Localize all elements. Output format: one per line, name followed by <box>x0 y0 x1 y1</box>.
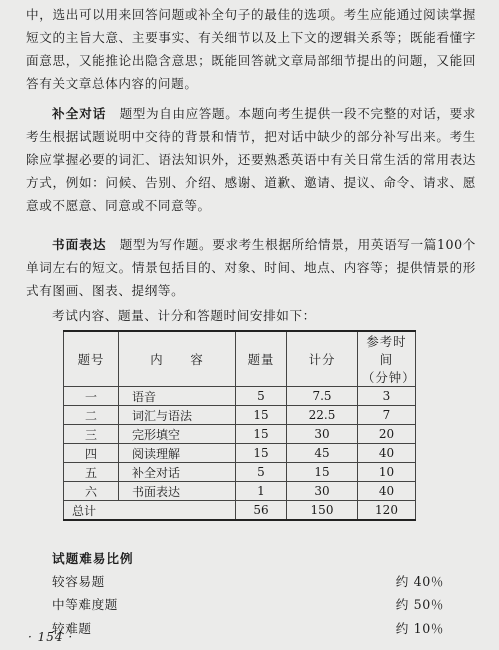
cell-content: 书面表达 <box>119 482 236 501</box>
cell-count: 15 <box>236 406 287 425</box>
cell-content: 补全对话 <box>119 463 236 482</box>
cell-time: 40 <box>358 444 416 463</box>
cell-score: 45 <box>287 444 358 463</box>
cell-time: 10 <box>358 463 416 482</box>
cell-number: 四 <box>64 444 119 463</box>
writing-description: 题型为写作题。要求考生根据所给情景，用英语写一篇100个单词左右的短文。情景包括目的、对象、时间、地点、内容等；提供情景的形式有图画、图表、提纲等。 <box>26 237 476 298</box>
cell-time: 7 <box>358 406 416 425</box>
table-row <box>64 444 416 463</box>
paragraph-writing <box>26 233 476 302</box>
cell-time: 20 <box>358 425 416 444</box>
header-time-line2: （分钟） <box>362 370 416 385</box>
header-count: 题量 <box>236 331 287 387</box>
cell-content: 阅读理解 <box>119 444 236 463</box>
table-row <box>64 387 416 406</box>
exam-schedule-table <box>63 330 416 521</box>
page-number: · 154 · <box>28 630 74 644</box>
cell-content: 语音 <box>119 387 236 406</box>
cell-number: 二 <box>64 406 119 425</box>
writing-heading: 书面表达 <box>52 237 107 252</box>
difficulty-label: 较容易题 <box>52 574 105 589</box>
cell-score: 30 <box>287 425 358 444</box>
difficulty-label: 中等难度题 <box>52 597 118 612</box>
cell-total-score: 150 <box>287 501 358 521</box>
table-row <box>64 482 416 501</box>
cell-time: 40 <box>358 482 416 501</box>
cell-score: 22.5 <box>287 406 358 425</box>
table-intro: 考试内容、题量、计分和答题时间安排如下： <box>52 308 316 323</box>
cell-number: 一 <box>64 387 119 406</box>
cell-score: 30 <box>287 482 358 501</box>
difficulty-value: 约 10％ <box>395 621 444 636</box>
difficulty-value: 约 50％ <box>395 597 444 612</box>
table-row <box>64 425 416 444</box>
cell-total-label: 总计 <box>64 501 236 521</box>
cell-count: 5 <box>236 463 287 482</box>
cell-number: 五 <box>64 463 119 482</box>
difficulty-label: 较难题 <box>52 621 92 636</box>
header-time-line1: 参考时间 <box>366 334 407 367</box>
cell-total-count: 56 <box>236 501 287 521</box>
dialogue-heading: 补全对话 <box>52 106 107 121</box>
cell-content: 词汇与语法 <box>119 406 236 425</box>
header-score: 计分 <box>287 331 358 387</box>
header-time <box>358 331 416 387</box>
paragraph-dialogue <box>26 102 476 217</box>
cell-number: 三 <box>64 425 119 444</box>
table-header-row <box>64 331 416 387</box>
table-row <box>64 463 416 482</box>
difficulty-value: 约 40％ <box>395 574 444 589</box>
cell-total-time: 120 <box>358 501 416 521</box>
header-number: 题号 <box>64 331 119 387</box>
cell-content: 完形填空 <box>119 425 236 444</box>
dialogue-description: 题型为自由应答题。本题向考生提供一段不完整的对话，要求考生根据试题说明中交待的背景和情节，把对话中缺少的部分补写出来。考生除应掌握必要的词汇、语法知识外，还要熟悉英语中有关日常生活的常用表达方式，例如：问候、告别、介绍、感谢、道歉、邀请、提议、命令、请求、愿意或不愿意、同意或不同意等。 <box>26 106 476 213</box>
table-total-row <box>64 501 416 521</box>
cell-score: 7.5 <box>287 387 358 406</box>
cell-time: 3 <box>358 387 416 406</box>
cell-number: 六 <box>64 482 119 501</box>
cell-count: 15 <box>236 444 287 463</box>
cell-count: 5 <box>236 387 287 406</box>
paragraph-reading-continuation: 中，选出可以用来回答问题或补全句子的最佳的选项。考生应能通过阅读掌握短文的主旨大意、主要事实、有关细节以及上下文的逻辑关系等；既能看懂字面意思，又能推论出隐含意思；既能回答就文章局部细节提出的问题，又能回答有关文章总体内容的问题。 <box>26 7 476 91</box>
header-content: 内 容 <box>119 331 236 387</box>
table-row <box>64 406 416 425</box>
cell-count: 1 <box>236 482 287 501</box>
cell-score: 15 <box>287 463 358 482</box>
cell-count: 15 <box>236 425 287 444</box>
difficulty-heading: 试题难易比例 <box>52 551 134 566</box>
